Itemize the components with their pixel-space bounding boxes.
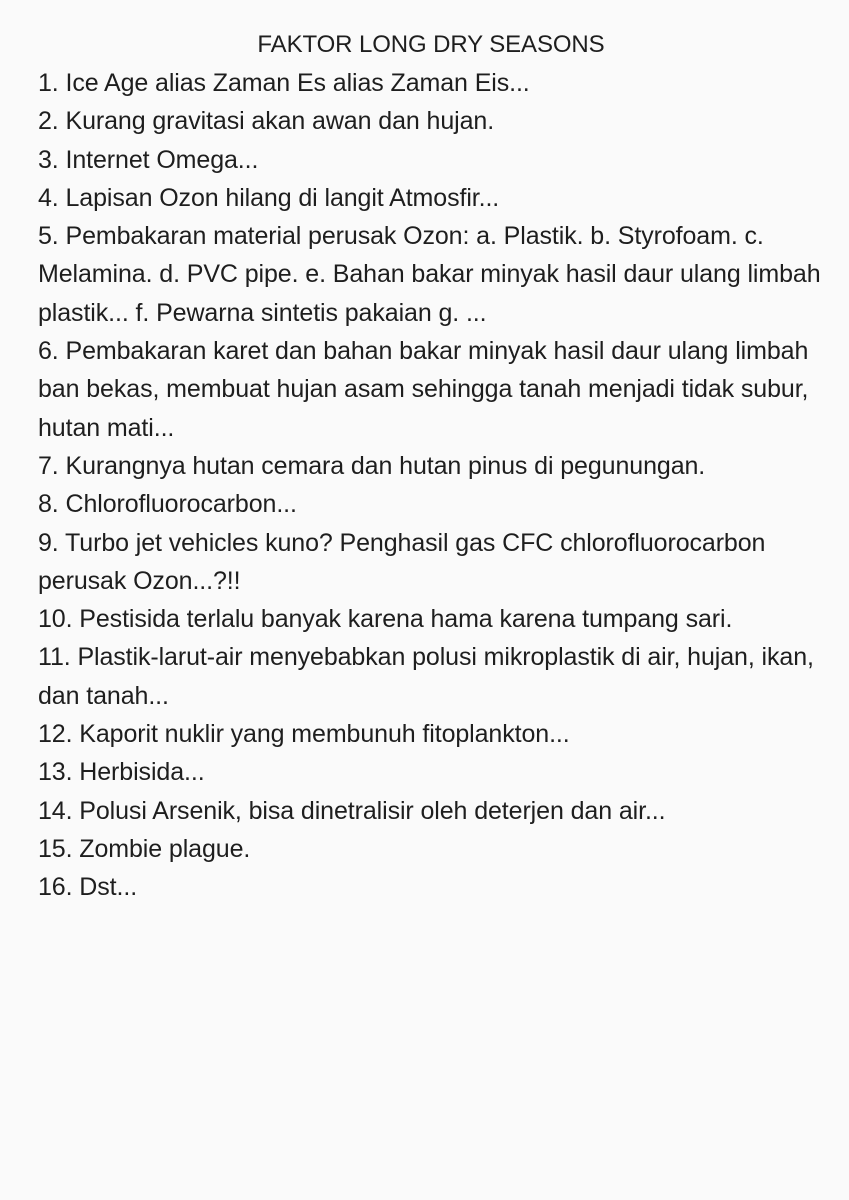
list-item: 14. Polusi Arsenik, bisa dinetralisir oleh deterjen dan air... bbox=[38, 796, 666, 825]
factor-list bbox=[38, 64, 838, 907]
list-item: 11. Plastik-larut-air menyebabkan polusi mikroplastik di air, hujan, ikan, dan tanah... bbox=[38, 643, 814, 710]
document-title: FAKTOR LONG DRY SEASONS bbox=[257, 31, 605, 58]
list-item: 12. Kaporit nuklir yang membunuh fitoplankton... bbox=[38, 720, 570, 749]
list-item: 9. Turbo jet vehicles kuno? Penghasil gas CFC chlorofluorocarbon perusak Ozon...?!! bbox=[38, 528, 766, 595]
list-item: 6. Pembakaran karet dan bahan bakar minyak hasil daur ulang limbah ban bekas, membuat hujan asam sehingga tanah menjadi tidak subur, hutan mati... bbox=[38, 337, 809, 442]
document-page bbox=[38, 26, 838, 907]
list-item: 1. Ice Age alias Zaman Es alias Zaman Eis... bbox=[38, 69, 530, 97]
list-item: 5. Pembakaran material perusak Ozon: a. Plastik. b. Styrofoam. c. Melamina. d. PVC pipe. e. Bahan bakar minyak hasil daur ulang limbah plastik... f. Pewarna sintetis pakaian g. ... bbox=[38, 222, 821, 327]
list-item: 15. Zombie plague. bbox=[38, 834, 251, 863]
list-item: 4. Lapisan Ozon hilang di langit Atmosfir... bbox=[38, 183, 500, 212]
list-item: 8. Chlorofluorocarbon... bbox=[38, 490, 297, 519]
list-item: 10. Pestisida terlalu banyak karena hama karena tumpang sari. bbox=[38, 605, 733, 634]
list-item: 7. Kurangnya hutan cemara dan hutan pinus di pegunungan. bbox=[38, 451, 706, 480]
list-item: 13. Herbisida... bbox=[38, 758, 205, 787]
list-item: 2. Kurang gravitasi akan awan dan hujan. bbox=[38, 107, 495, 136]
list-item: 16. Dst... bbox=[38, 873, 138, 902]
list-item: 3. Internet Omega... bbox=[38, 145, 259, 174]
